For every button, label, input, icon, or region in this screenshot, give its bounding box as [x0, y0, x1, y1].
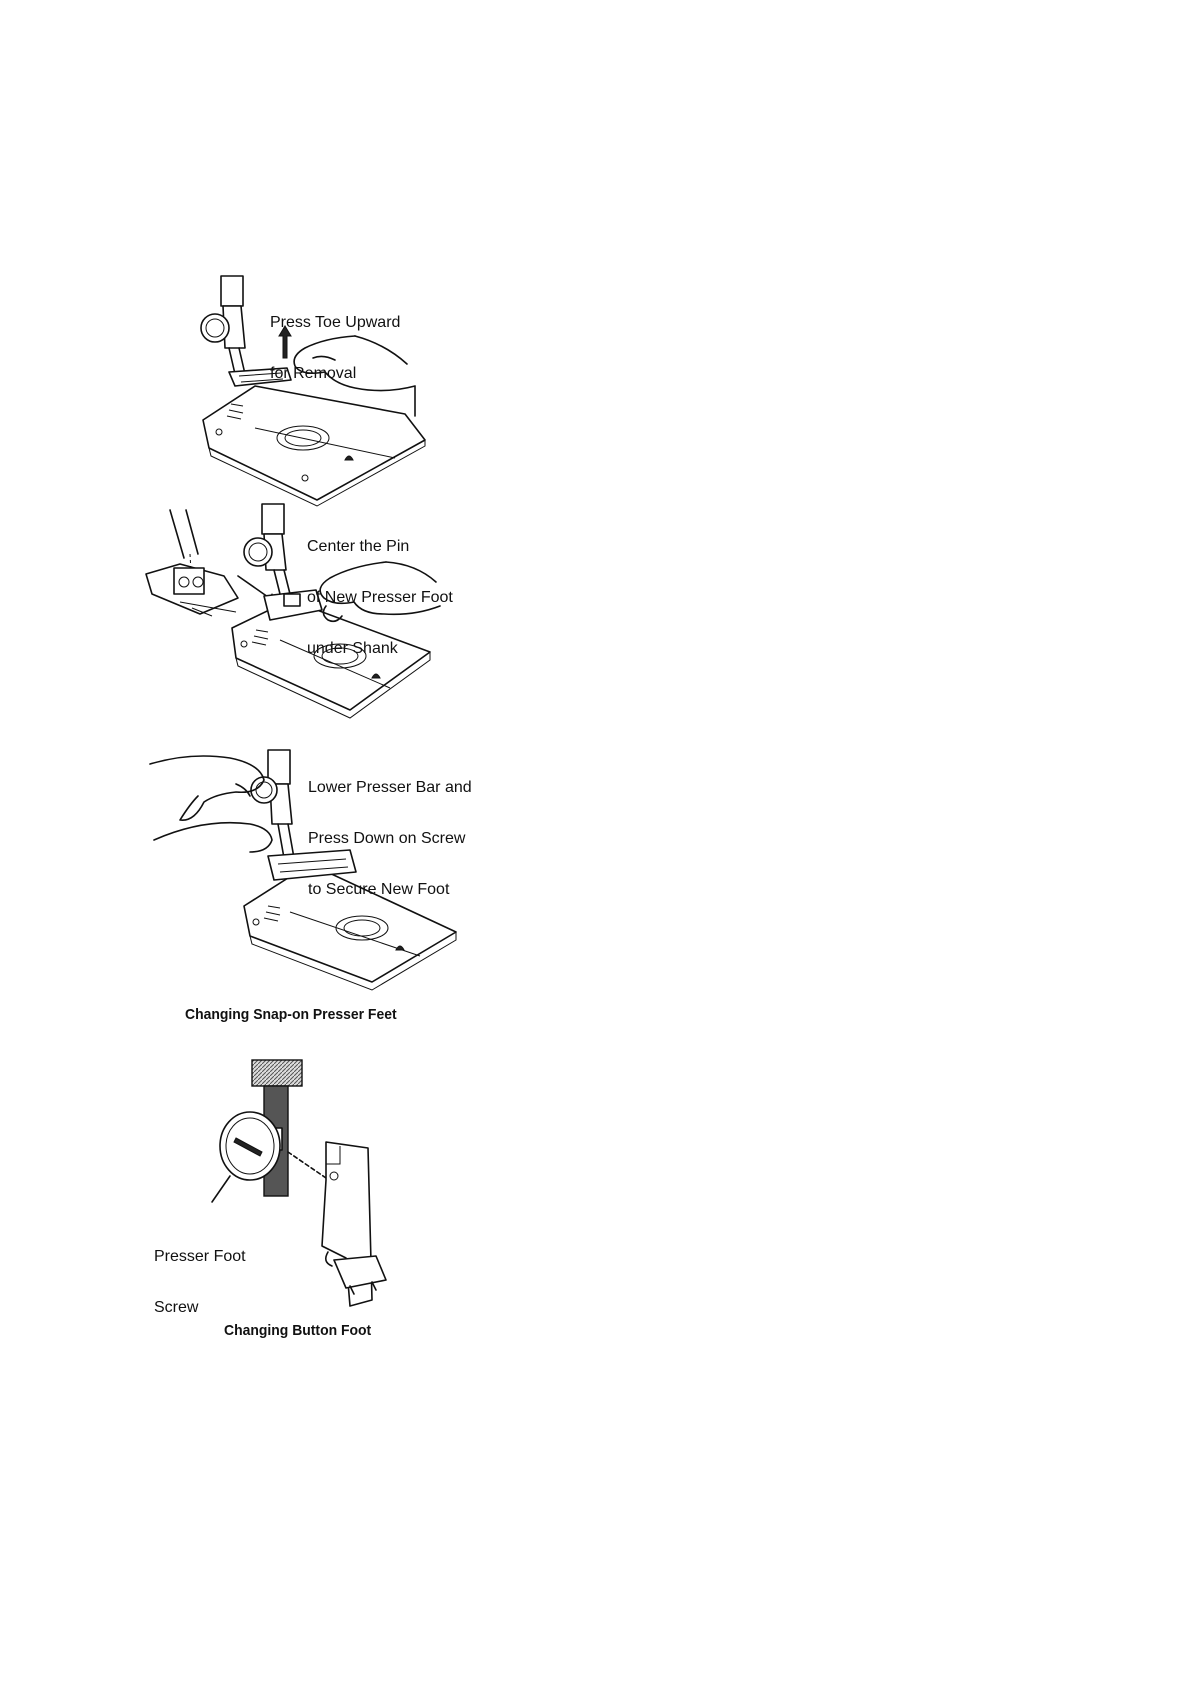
lower-label-line-2: Press Down on Screw	[308, 830, 466, 847]
center-label-line-3: under Shank	[307, 640, 398, 657]
lower-label-line-3: to Secure New Foot	[308, 881, 450, 898]
center-label-line-1: Center the Pin	[307, 538, 410, 555]
button-label-line-1: Presser Foot	[154, 1248, 246, 1265]
remove-foot-label	[270, 280, 400, 416]
figure-center-pin	[140, 510, 480, 745]
lower-label-line-1: Lower Presser Bar and	[308, 779, 472, 796]
center-label-line-2: of New Presser Foot	[307, 589, 453, 606]
button-label-line-2: Screw	[154, 1299, 199, 1316]
lower-bar-label	[308, 745, 472, 932]
remove-label-line-1: Press Toe Upward	[270, 314, 401, 331]
remove-label-line-2: for Removal	[270, 365, 357, 382]
figure-lower-bar	[150, 760, 500, 995]
caption-button-foot: Changing Button Foot	[224, 1322, 372, 1339]
caption-snap-on: Changing Snap-on Presser Feet	[185, 1006, 397, 1023]
figure-remove-foot	[195, 288, 455, 503]
center-pin-label	[307, 504, 453, 691]
figure-button-foot	[150, 1060, 430, 1316]
